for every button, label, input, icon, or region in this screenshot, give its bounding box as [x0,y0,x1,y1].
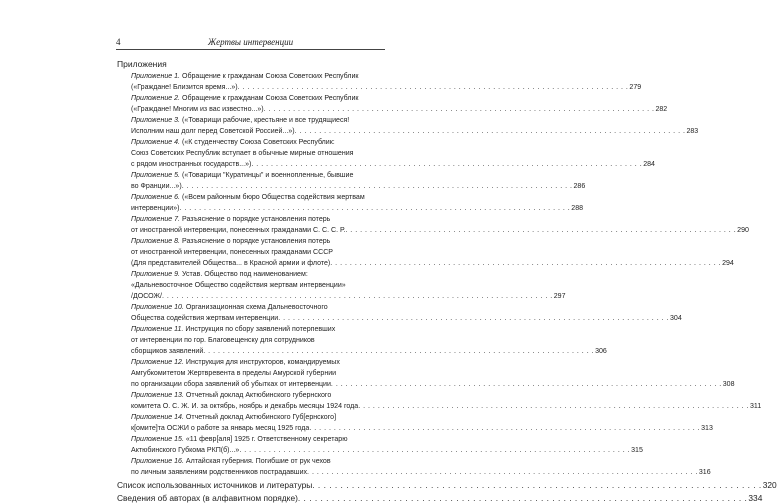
toc-entry-line [131,236,385,247]
appendix-label: Приложение 2. [131,95,181,102]
dot-leader: . . . . . . . . . . . . . . . . . . . . . . . . . . . . . . . . . . . . . . . . . . . . . . . . . . . . . . . . . . . . . . . . . . . . . . . . . . . . . . . . [309,425,701,432]
toc-entry[interactable] [131,170,586,192]
page-ref: 284 [643,161,655,168]
page-ref: 304 [670,315,682,322]
appendix-title-part: Исполним наш долг перед Советской Россией...») [131,128,295,135]
toc-entry-text [131,117,349,124]
dot-leader: . . . . . . . . . . . . . . . . . . . . . . . . . . . . . . . . . . . . . . . . . . . . . . . . . . . . . . . . . . . . . . . . . . . . . . . . . . . . . . . . [161,293,553,300]
page-ref: 290 [737,227,749,234]
toc-entry[interactable] [131,71,642,93]
toc-entry-line [131,148,385,159]
page-ref: 288 [571,205,584,212]
toc-entry-text [131,104,264,115]
toc-entry[interactable] [131,412,713,434]
toc-entry[interactable] [117,492,763,504]
page-ref: 294 [722,260,734,267]
toc-entry-line [131,324,385,335]
appendix-title-part: «11 февр[аля] 1925 г. Ответственному секретарю [183,436,348,443]
toc-entry-line [131,225,749,236]
running-header [116,37,385,49]
toc-entry-line [131,445,643,456]
toc-entry-text [131,225,345,236]
toc-entry-text [131,258,330,269]
appendix-title-part: Обращение к гражданам Союза Советских Республик [180,95,359,102]
appendix-label: Приложение 14. [131,414,184,421]
appendix-title-part: Алтайская губерния. Погибшие от рук чехов [183,458,331,465]
toc-entry[interactable] [131,324,607,357]
page-ref: 316 [698,469,711,476]
appendix-title-part: интервенции») [131,205,180,212]
page-ref: 306 [595,348,607,355]
dot-leader: . . . . . . . . . . . . . . . . . . . . . . . . . . . . . . . . . . . . . . . . . . . . . . . . . . . . . . . . . . . . . . . . . . . . . . . . . . . . . . . . [179,205,571,212]
appendix-title-part: /ДОСОЖ/ [131,293,162,300]
appendix-title-part: с рядом иностранных государств...») [131,161,252,168]
toc-entry-text [131,414,336,421]
appendix-title-part: («Граждане! Близится время...») [131,84,238,91]
toc-entry-text [131,392,331,399]
appendix-title-part: Разъяснение о порядке установления потерь [180,238,331,245]
dot-leader: . . . . . . . . . . . . . . . . . . . . . . . . . . . . . . . . . . . . . . . . . . . . . . . . . . . . . . . . . . . . . . . . . . . . . . . . . . . . . . . . [203,348,595,355]
toc-entry-line [131,269,385,280]
toc-entry-text [131,249,333,256]
table-of-contents [117,71,777,504]
toc-entry[interactable] [131,93,668,115]
page-ref: 297 [553,293,566,300]
appendix-label: Приложение 10. [131,304,184,311]
toc-entry-text [131,370,336,377]
toc-entry-text [131,159,251,170]
toc-entry-line [131,93,385,104]
appendix-title-part: от иностранной интервенции, понесенных гражданами С. С. С. Р. [131,227,346,234]
appendix-title-part: сборщиков заявлений [131,348,204,355]
dot-leader: . . . . . . . . . . . . . . . . . . . . . . . . . . . . . . . . . . . . . . . . . . . . . . . . . . . . . . . . . . . . . . . . . . . . . . . . . . . . . . . . [239,447,631,454]
toc-entry-line [117,479,777,491]
toc-entry-text [131,139,335,146]
dot-leader: . . . . . . . . . . . . . . . . . . . . . . . . . . . . . . . . . . . . . . . . . . . . . . . . . . . . . . . . . . . . . . . . . . . . . . . . . . . . . . . . [181,183,573,190]
toc-entry-line [131,467,711,478]
toc-entry-text [131,436,347,443]
dot-leader: . . . . . . . . . . . . . . . . . . . . . . . . . . . . . . . . . . . . . . . . . . . . . . . . . . . . . . . . . . . . . . . . . . . . . . . . . . . . . . . . [358,403,749,410]
toc-entry-text [131,216,330,223]
toc-entry-line [131,82,642,93]
appendix-title-part: Отчетный доклад Актюбинского Губ[ернского] [183,414,337,421]
toc-entry-line [131,137,385,148]
toc-entry[interactable] [117,479,777,491]
appendix-label: Приложение 3. [131,117,181,124]
running-title: Жертвы интервенции [207,37,294,47]
appendix-title-part: Инструкция по сбору заявлений потерпевших [183,326,336,333]
page-ref: 334 [748,493,763,503]
appendix-label: Приложение 5. [131,172,181,179]
dot-leader: . . . . . . . . . . . . . . . . . . . . . . . . . . . . . . . . . . . . . . . . . . . . . . . . . . . . . . . . . . . . . . . . . . . . . . . . . . . . . . . . [312,480,762,490]
appendix-label: Приложение 12. [131,359,184,366]
dot-leader: . . . . . . . . . . . . . . . . . . . . . . . . . . . . . . . . . . . . . . . . . . . . . . . . . . . . . . . . . . . . . . . . . . . . . . . . . . . . . . . . [237,84,629,91]
toc-entry[interactable] [131,214,749,236]
toc-entry-text [131,172,353,179]
toc-entry-text [131,203,179,214]
toc-entry-text [131,304,328,311]
toc-entry-text [131,126,295,137]
appendix-title-part: Амгубкомитетом Жертвревента в пределы Амурской губернии [131,370,337,377]
toc-entry-line [131,104,668,115]
dot-leader: . . . . . . . . . . . . . . . . . . . . . . . . . . . . . . . . . . . . . . . . . . . . . . . . . . . . . . . . . . . . . . . . . . . . . . . . . . . . . . . . [330,381,722,388]
page-ref: 282 [655,106,668,113]
toc-entry[interactable] [131,456,711,478]
toc-entry[interactable] [131,302,682,324]
toc-entry-text [131,445,239,456]
page-ref: 311 [750,403,762,410]
appendix-title-part: Актюбинского Губкома РКП(б)...» [131,447,240,454]
toc-entry-line [131,456,385,467]
section-title: Приложения [117,59,167,69]
appendix-title-part: по организации сбора заявлений об убытках от интервенции [131,381,331,388]
toc-entry-text [131,150,353,157]
page-ref: 320 [762,480,777,490]
page-ref: 315 [631,447,643,454]
toc-entry-text: Сведения об авторах (в алфавитном порядке) [117,493,298,503]
toc-entry-text [131,238,330,245]
toc-entry-line [131,423,713,434]
dot-leader: . . . . . . . . . . . . . . . . . . . . . . . . . . . . . . . . . . . . . . . . . . . . . . . . . . . . . . . . . . . . . . . . . . . . . . . . . . . . . . . . [251,161,643,168]
toc-entry-line [131,357,385,368]
dot-leader: . . . . . . . . . . . . . . . . . . . . . . . . . . . . . . . . . . . . . . . . . . . . . . . . . . . . . . . . . . . . . . . . . . . . . . . . . . . . . . . . [294,128,686,135]
toc-entry-line [131,258,734,269]
appendix-label: Приложение 6. [131,194,181,201]
toc-entry-line [131,159,655,170]
appendix-title-part: во Франции...») [131,183,182,190]
toc-entry-line [131,291,566,302]
toc-entry-text [131,379,331,390]
toc-entry-line [131,214,385,225]
toc-entry-text [131,423,309,434]
toc-entry-line [131,247,385,258]
appendix-title-part: Обращение к гражданам Союза Советских Республик [180,73,359,80]
dot-leader: . . . . . . . . . . . . . . . . . . . . . . . . . . . . . . . . . . . . . . . . . . . . . . . . . . . . . . . . . . . . . . . . . . . . . . . . . . . . . . . . [330,260,722,267]
appendix-label: Приложение 11. [131,326,184,333]
toc-entry-line [131,203,584,214]
toc-entry-text [131,359,340,366]
dot-leader: . . . . . . . . . . . . . . . . . . . . . . . . . . . . . . . . . . . . . . . . . . . . . . . . . . . . . . . . . . . . . . . . . . . . . . . . . . . . . . . . [263,106,655,113]
toc-entry-line [131,115,385,126]
appendix-title-part: к[омите]та ОСЖИ о работе за январь месяц 1925 года [131,425,310,432]
toc-entry-text [131,82,238,93]
toc-entry-line [131,368,385,379]
toc-entry-line [131,346,607,357]
dot-leader: . . . . . . . . . . . . . . . . . . . . . . . . . . . . . . . . . . . . . . . . . . . . . . . . . . . . . . . . . . . . . . . . . . . . . . . . . . . . . . . . [345,227,737,234]
toc-entry-text [131,401,358,412]
toc-entry-text [131,282,346,289]
appendix-title-part: комитета О. С. Ж. И. за октябрь, ноябрь и декабрь месяцы 1924 года [131,403,359,410]
appendix-title-part: («Товарищи "Куратинцы" и военнопленные, бывшие [180,172,354,179]
toc-entry-line [131,71,385,82]
appendix-title-part: (Для представителей Общества... в Красной армии и флоте) [131,260,331,267]
toc-entry[interactable] [131,236,734,269]
toc-entry[interactable] [131,390,762,412]
appendix-label: Приложение 13. [131,392,184,399]
toc-entry-line [131,126,699,137]
appendix-label: Приложение 7. [131,216,181,223]
page-ref: 279 [629,84,642,91]
toc-entry-line [131,401,762,412]
toc-entry[interactable] [131,115,699,137]
appendix-label: Приложение 8. [131,238,181,245]
toc-entry-line [131,181,586,192]
appendix-title-part: «Дальневосточное Общество содействия жертвам интервенции» [131,282,346,289]
toc-entry-text [131,326,335,333]
header-rule [116,49,385,50]
toc-entry-text [131,346,203,357]
toc-entry-line [131,280,385,291]
appendix-label: Приложение 1. [131,73,181,80]
toc-entry[interactable] [131,357,735,390]
toc-entry-text [131,271,308,278]
toc-entry-text [131,313,278,324]
appendix-title-part: Союз Советских Республик вступает в обычные мирные отношения [131,150,354,157]
page-ref: 308 [722,381,735,388]
appendix-title-part: от интервенции по гор. Благовещенску для сотрудников [131,337,315,344]
toc-entry-text: Список использованных источников и литературы [117,480,313,490]
toc-entry-line [131,170,385,181]
toc-entry[interactable] [131,269,566,302]
toc-entry-text [131,73,359,80]
page-number: 4 [116,37,121,47]
toc-entry[interactable] [131,434,643,456]
toc-entry-text [131,337,315,344]
appendix-title-part: Общества содействия жертвам интервенции [131,315,279,322]
page-ref: 283 [686,128,699,135]
toc-entry[interactable] [131,192,584,214]
dot-leader: . . . . . . . . . . . . . . . . . . . . . . . . . . . . . . . . . . . . . . . . . . . . . . . . . . . . . . . . . . . . . . . . . . . . . . . . . . . . . . . . [307,469,698,476]
toc-entry-text [131,194,365,201]
toc-entry-text [131,181,182,192]
dot-leader: . . . . . . . . . . . . . . . . . . . . . . . . . . . . . . . . . . . . . . . . . . . . . . . . . . . . . . . . . . . . . . . . . . . . . . . . . . . . . . . . [278,315,670,322]
appendix-title-part: Организационная схема Дальневосточного [183,304,328,311]
appendix-title-part: Отчетный доклад Актюбинского губернского [183,392,332,399]
toc-entry-line [131,313,682,324]
toc-entry-line [131,379,735,390]
toc-entry[interactable] [131,137,655,170]
toc-entry-line [117,492,763,504]
dot-leader: . . . . . . . . . . . . . . . . . . . . . . . . . . . . . . . . . . . . . . . . . . . . . . . . . . . . . . . . . . . . . . . . . . . . . . . . . . . . . . . . [297,493,748,503]
appendix-title-part: («Всем районным бюро Общества содействия жертвам [180,194,365,201]
toc-entry-text [131,291,162,302]
appendix-title-part: («К студенчеству Союза Советских Республик: [180,139,335,146]
appendix-label: Приложение 4. [131,139,181,146]
appendix-title-part: («Товарищи рабочие, крестьяне и все трудящиеся! [180,117,350,124]
toc-entry-text [131,95,359,102]
appendix-title-part: Устав. Общество под наименованием: [180,271,308,278]
appendix-label: Приложение 9. [131,271,181,278]
toc-entry-text [131,467,307,478]
toc-entry-line [131,192,385,203]
appendix-title-part: Инструкция для инструкторов, командируемых [183,359,340,366]
toc-entry-text [131,458,331,465]
appendix-title-part: Разъяснение о порядке установления потерь [180,216,331,223]
toc-entry-line [131,412,385,423]
appendix-title-part: по личным заявлениям родственников пострадавших [131,469,308,476]
toc-entry-line [131,302,385,313]
page-ref: 286 [573,183,586,190]
appendix-title-part: («Граждане! Многим из вас известно...») [131,106,264,113]
page-ref: 313 [701,425,713,432]
toc-entry-line [131,390,385,401]
appendix-label: Приложение 16. [131,458,184,465]
toc-entry-line [131,335,385,346]
appendix-title-part: от иностранной интервенции, понесенных гражданами СССР [131,249,333,256]
appendix-label: Приложение 15. [131,436,184,443]
toc-entry-line [131,434,385,445]
